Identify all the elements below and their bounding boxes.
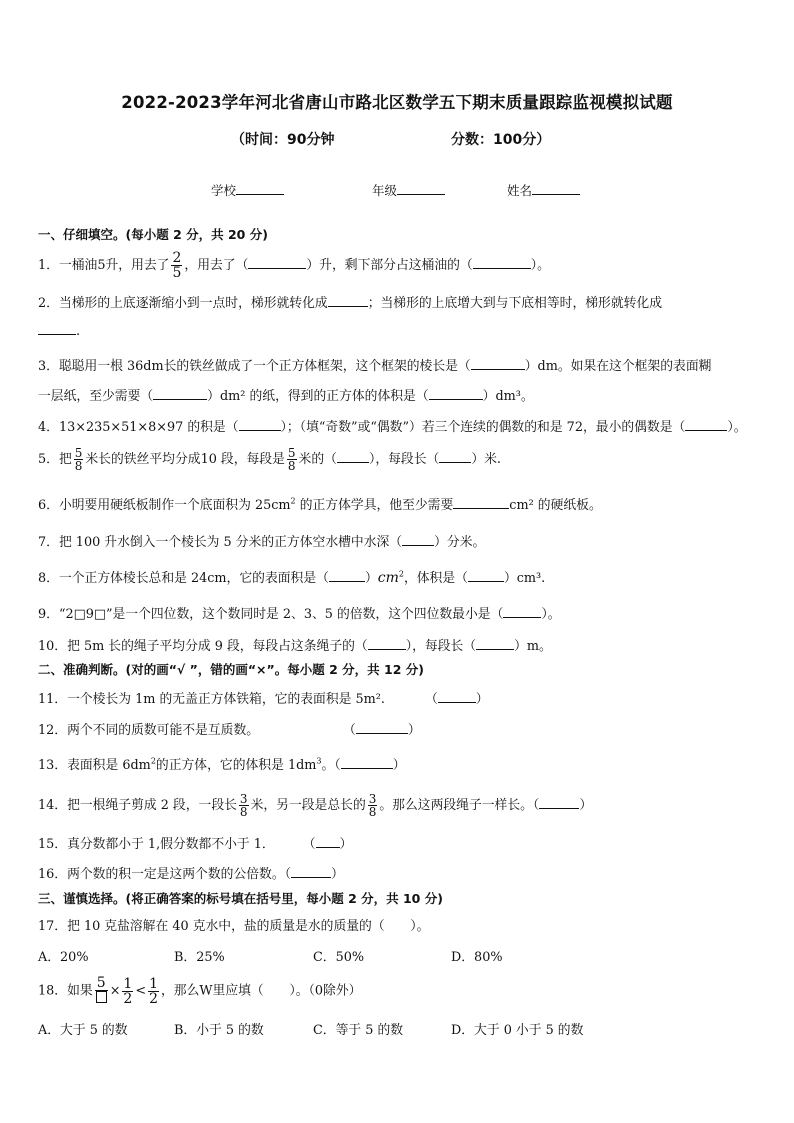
- answer-blank[interactable]: [153, 387, 207, 400]
- section-1-heading: 一、仔细填空。(每小题 2 分，共 20 分): [38, 227, 268, 242]
- box-placeholder: [96, 991, 107, 1003]
- q17-option-c[interactable]: C．50%: [313, 950, 365, 965]
- answer-blank[interactable]: [337, 450, 369, 463]
- section-2-heading: 二、准确判断。(对的画“√ ”，错的画“×”。每小题 2 分，共 12 分): [38, 662, 424, 677]
- section-3-heading: 三、谨慎选择。(将正确答案的标号填在括号里，每小题 2 分，共 10 分): [38, 891, 443, 906]
- fraction: $\frac{5}{8}$: [74, 446, 83, 473]
- q18-option-b[interactable]: B．小于 5 的数: [174, 1023, 264, 1038]
- fraction: $\frac{1}{2}$: [149, 975, 158, 1007]
- answer-blank[interactable]: [239, 418, 281, 431]
- answer-blank[interactable]: [539, 796, 579, 809]
- q18-option-d[interactable]: D．大于 0 小于 5 的数: [451, 1023, 584, 1038]
- name-field: 姓名: [507, 181, 580, 199]
- question-16: 16．两个数的积一定是这两个数的公倍数。（ ）: [38, 867, 344, 882]
- question-12: 12．两个不同的质数可能不是互质数。 （ ）: [38, 723, 421, 738]
- answer-blank[interactable]: [438, 690, 476, 703]
- fraction: $\frac{3}{8}$: [239, 792, 248, 819]
- answer-blank[interactable]: [328, 294, 368, 307]
- question-13: 13．表面积是 $6dm^2$的正方体，它的体积是 $1dm^3$。（ ）: [38, 756, 406, 773]
- fraction: $\frac{3}{8}$: [368, 792, 377, 819]
- time-limit: （时间：90分钟: [231, 132, 335, 148]
- q17-option-a[interactable]: A．20%: [38, 950, 89, 965]
- answer-blank[interactable]: [291, 865, 331, 878]
- exam-title: 2022-2023学年河北省唐山市路北区数学五下期末质量跟踪监视模拟试题: [121, 93, 673, 112]
- question-5: 5．把 $\frac{5}{8}$ 米长的铁丝平均分成10 段，每段是 $\frac{5}{8}$ 米的（ ），每段长（ ）米.: [38, 446, 501, 473]
- answer-blank[interactable]: [341, 756, 393, 769]
- answer-blank[interactable]: [453, 496, 509, 509]
- fraction: $\frac{2}{5}$: [172, 250, 182, 281]
- answer-blank[interactable]: [473, 256, 531, 269]
- question-9: 9．“2□9□”是一个四位数，这个数同时是 2、3、5 的倍数，这个四位数最小是（ ）。: [38, 607, 561, 622]
- question-1: 1．一桶油5升，用去了 $\frac{2}{5}$ ，用去了（ ）升，剩下部分占这桶油的（ ）。: [38, 250, 550, 281]
- question-8: 8．一个正方体棱长总和是 24cm，它的表面积是（ ）$cm^2$，体积是（ ）cm³.: [38, 569, 546, 586]
- fraction: $\frac{5}{8}$: [287, 446, 296, 473]
- answer-blank[interactable]: [248, 256, 306, 269]
- answer-blank[interactable]: [429, 387, 483, 400]
- fraction: 5: [95, 976, 108, 1006]
- question-11: 11．一个棱长为 1m 的无盖正方体铁箱，它的表面积是 5m². （ ）: [38, 692, 489, 707]
- school-field: 学校: [211, 181, 284, 199]
- answer-blank[interactable]: [402, 533, 434, 546]
- answer-blank[interactable]: [329, 569, 365, 582]
- question-7: 7．把 100 升水倒入一个棱长为 5 分米的正方体空水槽中水深（ ）分米。: [38, 535, 486, 550]
- answer-blank[interactable]: [503, 605, 541, 618]
- q17-option-b[interactable]: B．25%: [174, 950, 225, 965]
- grade-field: 年级: [372, 181, 445, 199]
- answer-blank[interactable]: [38, 322, 76, 335]
- question-3: 3．聪聪用一根 36dm长的铁丝做成了一个正方体框架，这个框架的棱长是（ ）dm。如果在这个框架的表面糊: [38, 359, 712, 374]
- answer-blank[interactable]: [439, 450, 471, 463]
- answer-blank[interactable]: [476, 637, 514, 650]
- question-10: 10．把 5m 长的绳子平均分成 9 段，每段占这条绳子的（ ），每段长（ ）m。: [38, 639, 552, 654]
- question-2-cont: .: [38, 322, 80, 339]
- q17-option-d[interactable]: D．80%: [451, 950, 503, 965]
- answer-blank[interactable]: [468, 569, 504, 582]
- question-2: 2．当梯形的上底逐渐缩小到一点时，梯形就转化成 ；当梯形的上底增大到与下底相等时，梯形就转化成: [38, 296, 663, 311]
- question-18: 18．如果 5 × $\frac{1}{2}$ < $\frac{1}{2}$ ，那么W里应填（ ）。（0除外）: [38, 975, 362, 1007]
- question-15: 15．真分数都小于 1,假分数都不小于 1． （ ）: [38, 837, 353, 852]
- answer-blank[interactable]: [685, 418, 727, 431]
- question-14: 14．把一根绳子剪成 2 段，一段长 $\frac{3}{8}$ 米，另一段是总长的 $\frac{3}{8}$ 。那么这两段绳子一样长。（ ）: [38, 792, 593, 819]
- q18-option-a[interactable]: A．大于 5 的数: [38, 1023, 128, 1038]
- answer-blank[interactable]: [368, 637, 406, 650]
- answer-blank[interactable]: [316, 835, 340, 848]
- question-3-cont: 一层纸，至少需要（ ）dm² 的纸，得到的正方体的体积是（ ）dm³。: [38, 389, 534, 404]
- question-17: 17．把 10 克盐溶解在 40 克水中，盐的质量是水的质量的（ ）。: [38, 919, 430, 934]
- name-blank[interactable]: [532, 182, 580, 195]
- fraction: $\frac{1}{2}$: [123, 975, 133, 1007]
- grade-blank[interactable]: [397, 182, 445, 195]
- answer-blank[interactable]: [471, 357, 525, 370]
- question-4: 4．13×235×51×8×97 的积是（ ）；（填“奇数”或“偶数”）若三个连续的偶数的和是 72，最小的偶数是（ ）。: [38, 420, 747, 435]
- total-score: 分数：100分）: [451, 132, 551, 148]
- school-blank[interactable]: [236, 182, 284, 195]
- answer-blank[interactable]: [356, 721, 408, 734]
- question-6: 6．小明要用硬纸板制作一个底面积为 $25cm^2$ 的正方体学具，他至少需要 cm² 的硬纸板。: [38, 496, 602, 513]
- q18-option-c[interactable]: C．等于 5 的数: [313, 1023, 404, 1038]
